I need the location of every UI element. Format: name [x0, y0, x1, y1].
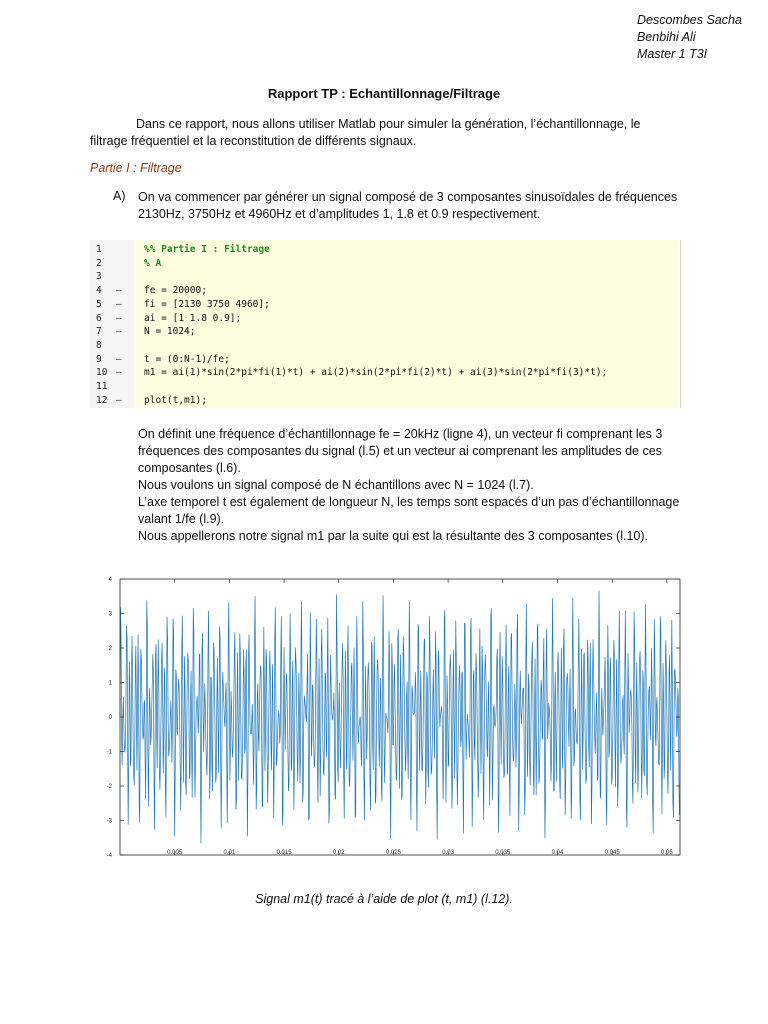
executable-marker: –	[116, 285, 122, 297]
intro-paragraph: Dans ce rapport, nous allons utiliser Matlab pour simuler la génération, l’échantillonnage, le filtrage fréquentiel et la reconstitution de différents signaux.	[90, 117, 641, 148]
signal-plot	[96, 567, 686, 860]
explanation-line-1: On définit une fréquence d’échantillonnage fe = 20kHz (ligne 4), un vecteur fi comprenant les 3 fréquences des composantes du signal (l.5) et un vecteur ai comprenant les amplitudes de ces composantes (l.6).	[138, 427, 663, 475]
x-tick-label: 0.05	[661, 850, 673, 856]
code-line	[90, 244, 678, 258]
y-tick-label: 0	[108, 715, 112, 721]
executable-marker: –	[116, 367, 122, 379]
y-tick-label: -3	[106, 818, 112, 825]
code-right-margin-line	[680, 240, 681, 408]
code-line	[90, 395, 678, 409]
code-line	[90, 326, 678, 340]
signal-line	[120, 591, 679, 844]
x-tick-label: 0.03	[442, 850, 454, 856]
line-number: 10	[96, 367, 108, 379]
code-text: m1 = ai(1)*sin(2*pi*fi(1)*t) + ai(2)*sin(2*pi*fi(2)*t) + ai(3)*sin(2*pi*fi(3)*t);	[144, 367, 608, 379]
line-number: 2	[96, 257, 102, 269]
y-tick-label: -2	[106, 784, 112, 790]
executable-marker: –	[116, 298, 122, 310]
y-tick-label: 2	[108, 646, 112, 652]
x-tick-label: 0.025	[385, 850, 401, 856]
code-line	[90, 367, 678, 381]
code-text: t = (0:N-1)/fe;	[144, 353, 230, 365]
code-line	[90, 354, 678, 368]
code-text: fe = 20000;	[144, 285, 207, 297]
line-number: 12	[96, 394, 108, 406]
explanation-line-3: L’axe temporel t est également de longueur N, les temps sont espacés d’un pas d’échantillonnage valant 1/fe (l.9).	[138, 495, 680, 526]
author-1: Descombes Sacha	[637, 13, 742, 27]
line-number: 11	[96, 381, 108, 392]
line-number: 9	[96, 353, 102, 365]
question-a-label: A)	[113, 189, 126, 203]
line-number: 6	[96, 312, 102, 324]
line-number: 4	[96, 285, 102, 297]
x-tick-label: 0.015	[276, 850, 292, 856]
line-number: 3	[96, 271, 102, 283]
question-a-text: On va commencer par générer un signal composé de 3 composantes sinusoïdales de fréquences 2130Hz, 3750Hz et 4960Hz et d’amplitudes 1, 1.8 et 0.9 respectivement.	[138, 190, 678, 221]
code-text: ai = [1 1.8 0.9];	[144, 312, 242, 324]
line-number: 8	[96, 339, 102, 351]
y-tick-label: 4	[108, 577, 112, 583]
explanation-block	[138, 426, 683, 545]
code-line	[90, 285, 678, 299]
author-block	[637, 12, 742, 63]
x-tick-label: 0.035	[495, 850, 511, 856]
code-text: N = 1024;	[144, 326, 196, 338]
signal-figure	[96, 567, 686, 860]
y-tick-label: 3	[108, 611, 112, 618]
line-number: 5	[96, 298, 102, 310]
explanation-line-2: Nous voulons un signal composé de N échantillons avec N = 1024 (l.7).	[138, 478, 534, 492]
executable-marker: –	[116, 394, 122, 406]
report-title: Rapport TP : Echantillonnage/Filtrage	[267, 86, 501, 101]
part-heading: Partie I : Filtrage	[90, 161, 182, 175]
matlab-code-block	[90, 240, 678, 408]
x-tick-label: 0.01	[223, 850, 236, 856]
code-text: plot(t,m1);	[144, 394, 207, 406]
code-line	[90, 258, 678, 272]
code-line	[90, 340, 678, 354]
code-line	[90, 271, 678, 285]
code-line	[90, 313, 678, 327]
y-tick-label: -4	[106, 853, 112, 859]
figure-caption: Signal m1(t) tracé à l’aide de plot (t, m1) (l.12).	[255, 892, 513, 906]
course-label: Master 1 T3I	[637, 47, 708, 61]
code-text: fi = [2130 3750 4960];	[144, 298, 270, 310]
explanation-line-4: Nous appellerons notre signal m1 par la suite qui est la résultante des 3 composantes (l.10).	[138, 529, 649, 543]
code-comment: %% Partie I : Filtrage	[144, 244, 270, 255]
x-tick-label: 0.005	[167, 850, 183, 856]
code-line	[90, 381, 678, 395]
executable-marker: –	[116, 326, 122, 338]
author-2: Benbihi Ali	[637, 30, 696, 44]
x-tick-label: 0.045	[604, 850, 620, 856]
executable-marker: –	[116, 353, 122, 365]
line-number: 1	[96, 244, 102, 255]
code-line	[90, 299, 678, 313]
executable-marker: –	[116, 312, 122, 324]
line-number: 7	[96, 326, 102, 338]
y-tick-label: -1	[106, 749, 112, 756]
code-comment: % A	[144, 257, 162, 269]
y-tick-label: 1	[108, 680, 112, 687]
x-tick-label: 0.04	[551, 850, 564, 856]
x-tick-label: 0.02	[332, 850, 345, 856]
